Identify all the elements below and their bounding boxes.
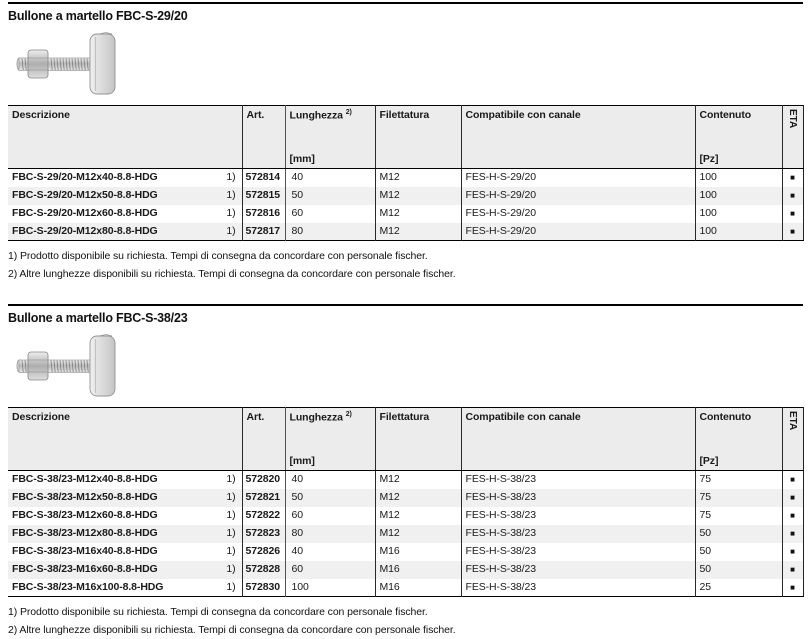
cell-filettatura: M12 bbox=[375, 169, 461, 187]
cell-art: 572830 bbox=[242, 579, 285, 597]
cell-descrizione: FBC-S-29/20-M12x80-8.8-HDG 1) bbox=[8, 223, 242, 241]
column-header-eta: ETA bbox=[782, 106, 803, 169]
section-divider bbox=[8, 304, 803, 306]
cell-contenuto: 100 bbox=[695, 187, 782, 205]
cell-compatibile: FES-H-S-38/23 bbox=[461, 579, 695, 597]
footnote-marker: 1) bbox=[226, 224, 236, 237]
product-table bbox=[8, 105, 804, 241]
cell-lunghezza: 100 bbox=[285, 579, 375, 597]
cell-lunghezza: 60 bbox=[285, 507, 375, 525]
table-row bbox=[8, 507, 803, 525]
table-row bbox=[8, 169, 803, 187]
cell-contenuto: 75 bbox=[695, 507, 782, 525]
cell-art: 572820 bbox=[242, 471, 285, 489]
cell-art: 572816 bbox=[242, 205, 285, 223]
table-row bbox=[8, 525, 803, 543]
cell-filettatura: M16 bbox=[375, 543, 461, 561]
column-header-compatibile: Compatibile con canale bbox=[461, 106, 695, 169]
contenuto-unit: [Pz] bbox=[699, 153, 719, 165]
lunghezza-unit: [mm] bbox=[289, 153, 315, 165]
cell-compatibile: FES-H-S-38/23 bbox=[461, 507, 695, 525]
product-table bbox=[8, 407, 804, 597]
table-row bbox=[8, 187, 803, 205]
cell-descrizione: FBC-S-29/20-M12x50-8.8-HDG 1) bbox=[8, 187, 242, 205]
table-header-row bbox=[8, 106, 803, 169]
column-header-contenuto: Contenuto [Pz] bbox=[695, 106, 782, 169]
footnote-2: 2) Altre lunghezze disponibili su richiesta. Tempi di consegna da concordare con personale fischer. bbox=[8, 268, 456, 280]
cell-lunghezza: 40 bbox=[285, 471, 375, 489]
section-title: Bullone a martello FBC-S-38/23 bbox=[8, 311, 188, 325]
footnote-marker: 1) bbox=[226, 527, 236, 539]
table-row bbox=[8, 489, 803, 507]
product-section-fbc-s-38-23 bbox=[8, 304, 803, 639]
footnotes bbox=[8, 247, 803, 283]
column-header-filettatura: Filettatura bbox=[375, 408, 461, 471]
footnote-marker: 1) bbox=[226, 171, 236, 184]
footnote-marker: 1) bbox=[226, 207, 236, 219]
column-header-contenuto: Contenuto [Pz] bbox=[695, 408, 782, 471]
cell-filettatura: M12 bbox=[375, 489, 461, 507]
eta-approval-square: ■ bbox=[782, 525, 803, 543]
cell-lunghezza: 60 bbox=[285, 561, 375, 579]
eta-approval-square: ■ bbox=[782, 561, 803, 579]
cell-compatibile: FES-H-S-29/20 bbox=[461, 187, 695, 205]
hammer-bolt-illustration bbox=[14, 333, 119, 399]
cell-art: 572814 bbox=[242, 169, 285, 187]
cell-lunghezza: 50 bbox=[285, 489, 375, 507]
footnote-marker: 1) bbox=[226, 580, 236, 593]
cell-lunghezza: 80 bbox=[285, 525, 375, 543]
table-row bbox=[8, 543, 803, 561]
section-divider bbox=[8, 2, 803, 4]
table-row bbox=[8, 579, 803, 597]
footnote-marker: 1) bbox=[226, 189, 236, 201]
cell-descrizione: FBC-S-38/23-M16x60-8.8-HDG 1) bbox=[8, 561, 242, 579]
column-header-art: Art. bbox=[242, 408, 285, 471]
cell-art: 572828 bbox=[242, 561, 285, 579]
lunghezza-unit: [mm] bbox=[289, 455, 315, 467]
product-image-hammer-bolt bbox=[14, 333, 124, 399]
table-row bbox=[8, 223, 803, 241]
cell-art: 572822 bbox=[242, 507, 285, 525]
cell-contenuto: 100 bbox=[695, 223, 782, 241]
cell-contenuto: 50 bbox=[695, 543, 782, 561]
cell-compatibile: FES-H-S-38/23 bbox=[461, 471, 695, 489]
footnote-1: 1) Prodotto disponibile su richiesta. Tempi di consegna da concordare con personale fischer. bbox=[8, 250, 428, 262]
cell-compatibile: FES-H-S-29/20 bbox=[461, 223, 695, 241]
cell-contenuto: 100 bbox=[695, 205, 782, 223]
cell-compatibile: FES-H-S-38/23 bbox=[461, 525, 695, 543]
cell-compatibile: FES-H-S-29/20 bbox=[461, 169, 695, 187]
cell-art: 572823 bbox=[242, 525, 285, 543]
column-header-filettatura: Filettatura bbox=[375, 106, 461, 169]
cell-descrizione: FBC-S-38/23-M12x80-8.8-HDG 1) bbox=[8, 525, 242, 543]
cell-filettatura: M12 bbox=[375, 187, 461, 205]
cell-contenuto: 75 bbox=[695, 489, 782, 507]
cell-contenuto: 50 bbox=[695, 561, 782, 579]
cell-filettatura: M12 bbox=[375, 205, 461, 223]
product-section-fbc-s-29-20 bbox=[8, 2, 803, 283]
cell-art: 572817 bbox=[242, 223, 285, 241]
cell-lunghezza: 60 bbox=[285, 205, 375, 223]
contenuto-unit: [Pz] bbox=[699, 455, 719, 467]
footnote-marker: 1) bbox=[226, 473, 236, 486]
cell-descrizione: FBC-S-38/23-M12x60-8.8-HDG 1) bbox=[8, 507, 242, 525]
footnote-1: 1) Prodotto disponibile su richiesta. Tempi di consegna da concordare con personale fischer. bbox=[8, 606, 428, 618]
eta-approval-square: ■ bbox=[782, 205, 803, 223]
cell-art: 572815 bbox=[242, 187, 285, 205]
cell-descrizione: FBC-S-29/20-M12x60-8.8-HDG 1) bbox=[8, 205, 242, 223]
table-row bbox=[8, 205, 803, 223]
eta-approval-square: ■ bbox=[782, 489, 803, 507]
cell-lunghezza: 80 bbox=[285, 223, 375, 241]
cell-filettatura: M16 bbox=[375, 561, 461, 579]
column-header-descrizione: Descrizione bbox=[8, 106, 242, 169]
cell-art: 572821 bbox=[242, 489, 285, 507]
cell-lunghezza: 40 bbox=[285, 169, 375, 187]
eta-approval-square: ■ bbox=[782, 579, 803, 597]
column-header-art: Art. bbox=[242, 106, 285, 169]
eta-approval-square: ■ bbox=[782, 543, 803, 561]
cell-descrizione: FBC-S-38/23-M12x50-8.8-HDG 1) bbox=[8, 489, 242, 507]
footnote-marker: 1) bbox=[226, 491, 236, 503]
cell-contenuto: 25 bbox=[695, 579, 782, 597]
eta-approval-square: ■ bbox=[782, 471, 803, 489]
cell-filettatura: M12 bbox=[375, 471, 461, 489]
table-row bbox=[8, 471, 803, 489]
cell-contenuto: 100 bbox=[695, 169, 782, 187]
column-header-lunghezza: Lunghezza $^{2)}$ [mm] bbox=[285, 106, 375, 169]
product-image-hammer-bolt bbox=[14, 31, 124, 97]
eta-approval-square: ■ bbox=[782, 223, 803, 241]
footnotes bbox=[8, 603, 803, 639]
cell-compatibile: FES-H-S-38/23 bbox=[461, 561, 695, 579]
cell-contenuto: 50 bbox=[695, 525, 782, 543]
eta-approval-square: ■ bbox=[782, 187, 803, 205]
cell-lunghezza: 40 bbox=[285, 543, 375, 561]
cell-compatibile: FES-H-S-38/23 bbox=[461, 543, 695, 561]
cell-filettatura: M16 bbox=[375, 579, 461, 597]
cell-lunghezza: 50 bbox=[285, 187, 375, 205]
cell-descrizione: FBC-S-38/23-M16x100-8.8-HDG 1) bbox=[8, 579, 242, 597]
column-header-descrizione: Descrizione bbox=[8, 408, 242, 471]
eta-approval-square: ■ bbox=[782, 169, 803, 187]
section-title: Bullone a martello FBC-S-29/20 bbox=[8, 9, 188, 23]
column-header-compatibile: Compatibile con canale bbox=[461, 408, 695, 471]
cell-compatibile: FES-H-S-29/20 bbox=[461, 205, 695, 223]
column-header-eta: ETA bbox=[782, 408, 803, 471]
cell-contenuto: 75 bbox=[695, 471, 782, 489]
cell-art: 572826 bbox=[242, 543, 285, 561]
cell-compatibile: FES-H-S-38/23 bbox=[461, 489, 695, 507]
cell-descrizione: FBC-S-38/23-M12x40-8.8-HDG 1) bbox=[8, 471, 242, 489]
eta-approval-square: ■ bbox=[782, 507, 803, 525]
cell-descrizione: FBC-S-29/20-M12x40-8.8-HDG 1) bbox=[8, 169, 242, 187]
cell-filettatura: M12 bbox=[375, 223, 461, 241]
footnote-marker: 1) bbox=[226, 545, 236, 557]
footnote-marker: 1) bbox=[226, 509, 236, 521]
column-header-lunghezza: Lunghezza $^{2)}$ [mm] bbox=[285, 408, 375, 471]
hammer-bolt-illustration bbox=[14, 31, 119, 97]
table-row bbox=[8, 561, 803, 579]
cell-filettatura: M12 bbox=[375, 507, 461, 525]
table-header-row bbox=[8, 408, 803, 471]
footnote-2: 2) Altre lunghezze disponibili su richiesta. Tempi di consegna da concordare con personale fischer. bbox=[8, 624, 456, 636]
cell-filettatura: M12 bbox=[375, 525, 461, 543]
footnote-marker: 1) bbox=[226, 563, 236, 575]
cell-descrizione: FBC-S-38/23-M16x40-8.8-HDG 1) bbox=[8, 543, 242, 561]
